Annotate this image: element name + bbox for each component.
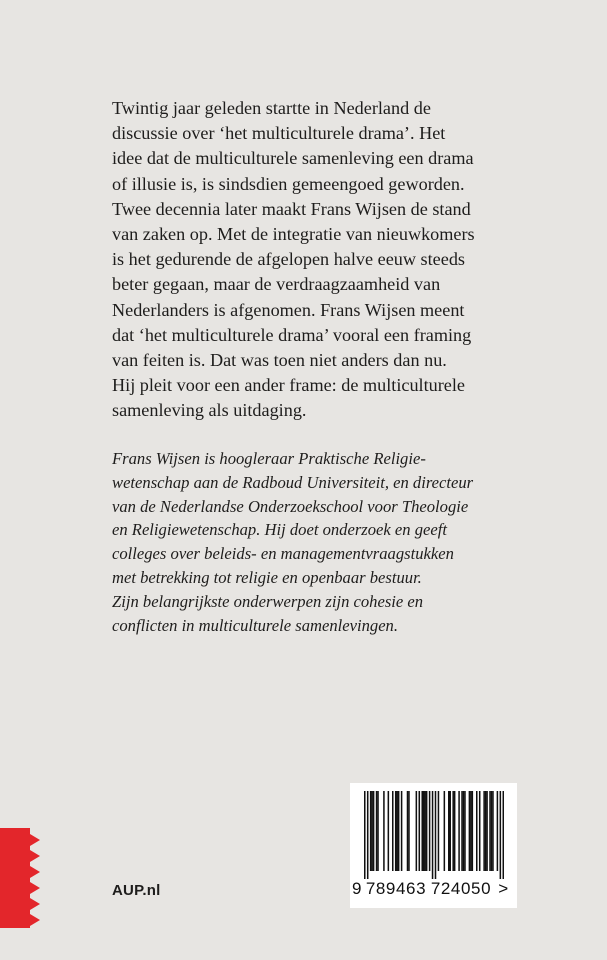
barcode-bar (489, 791, 491, 871)
barcode-bar (492, 791, 494, 871)
barcode-bar (472, 791, 474, 871)
barcode-bar (377, 791, 379, 871)
barcode-bar (408, 791, 410, 871)
barcode-bar (367, 791, 369, 879)
bio-line: Frans Wijsen is hoogleraar Praktische Religie- (112, 449, 426, 468)
barcode-bar (435, 791, 437, 879)
barcode-bar (396, 791, 398, 871)
barcode-bar (469, 791, 471, 871)
blurb-line: Hij pleit voor een ander frame: de multiculturele (112, 375, 466, 396)
blurb-line: is het gedurende de afgelopen halve eeuw steeds (112, 249, 465, 270)
back-cover-blurb (112, 96, 572, 424)
barcode-bar (423, 791, 425, 871)
barcode-bar (373, 791, 375, 871)
barcode-bar (444, 791, 446, 871)
isbn-group-1: 789463 (365, 879, 427, 898)
blurb-line: van feiten is. Dat was toen niet anders dan nu. (112, 350, 447, 371)
barcode-bar (458, 791, 460, 871)
bio-line: met betrekking tot religie en openbaar bestuur. (112, 567, 422, 587)
barcode-bar (392, 791, 394, 871)
blurb-line: dat ‘het multiculturele drama’ vooral een framing (112, 324, 472, 345)
barcode-bar (370, 791, 372, 871)
isbn-barcode (350, 783, 517, 908)
barcode-bar (485, 791, 487, 871)
barcode-bar (452, 791, 454, 871)
barcode-bar (419, 791, 421, 871)
barcode-bar (407, 791, 409, 871)
barcode-bar (371, 791, 373, 871)
barcode-bar (395, 791, 397, 871)
isbn-arrow: > (498, 879, 508, 898)
barcode-bar (476, 791, 478, 871)
barcode-bar (388, 791, 390, 871)
barcode-bar (454, 791, 456, 871)
barcode-bar (500, 791, 502, 879)
blurb-line: beter gegaan, maar de verdraagzaamheid van (112, 274, 441, 295)
barcode-bar (483, 791, 485, 871)
blurb-line: Twee decennia later maakt Frans Wijsen de stand (112, 198, 471, 219)
bio-line: conflicten in multiculturele samenlevingen. (112, 615, 399, 635)
bio-line: Zijn belangrijkste onderwerpen zijn cohesie en (112, 591, 424, 611)
barcode-bar (464, 791, 466, 871)
barcode-bar (438, 791, 440, 871)
barcode-bar (383, 791, 385, 871)
isbn-first-digit: 9 (352, 879, 362, 898)
blurb-line: Nederlanders is afgenomen. Frans Wijsen meent (112, 299, 465, 320)
blurb-line: idee dat de multiculturele samenleving een drama (112, 148, 474, 169)
barcode-bar (503, 791, 504, 879)
barcode-bar (376, 791, 378, 871)
barcode-bar (486, 791, 488, 871)
barcode-bar (416, 791, 418, 871)
author-bio (112, 447, 572, 637)
bio-line: colleges over beleids- en managementvraagstukken (112, 544, 454, 564)
barcode-bars (364, 791, 504, 879)
bio-line: van de Nederlandse Onderzoekschool voor Theologie (112, 496, 469, 516)
blurb-line: samenleving als uitdaging. (112, 400, 307, 421)
barcode-bar (479, 791, 481, 871)
publisher-url: AUP.nl (112, 882, 161, 899)
barcode-bar (398, 791, 400, 871)
barcode-bar (448, 791, 450, 871)
barcode-bar (497, 791, 499, 871)
barcode-bar (470, 791, 472, 871)
blurb-line: Twintig jaar geleden startte in Nederland de (112, 98, 431, 118)
barcode-bar (491, 791, 493, 871)
blurb-line: of illusie is, is sindsdien gemeengoed geworden. (112, 173, 465, 194)
barcode-bar (424, 791, 426, 871)
aup-logo-mark-icon (0, 828, 80, 928)
barcode-bar (463, 791, 465, 871)
blurb-line: van zaken op. Met de integratie van nieuwkomers (112, 224, 475, 245)
barcode-bar (364, 791, 366, 879)
barcode-bar (429, 791, 431, 871)
isbn-group-2: 724050 (430, 879, 492, 898)
blurb-line: discussie over ‘het multiculturele drama’. Het (112, 123, 446, 144)
bio-line: en Religiewetenschap. Hij doet onderzoek en geeft (112, 520, 447, 540)
barcode-bar (426, 791, 428, 871)
aup-logo-shape (0, 828, 40, 928)
barcode-bar (401, 791, 403, 871)
isbn-number (352, 879, 515, 899)
barcode-bar (449, 791, 451, 871)
bio-line: wetenschap aan de Radboud Universiteit, en directeur (112, 472, 474, 492)
barcode-bar (432, 791, 434, 879)
barcode-bar (421, 791, 423, 871)
barcode-bar (461, 791, 463, 871)
